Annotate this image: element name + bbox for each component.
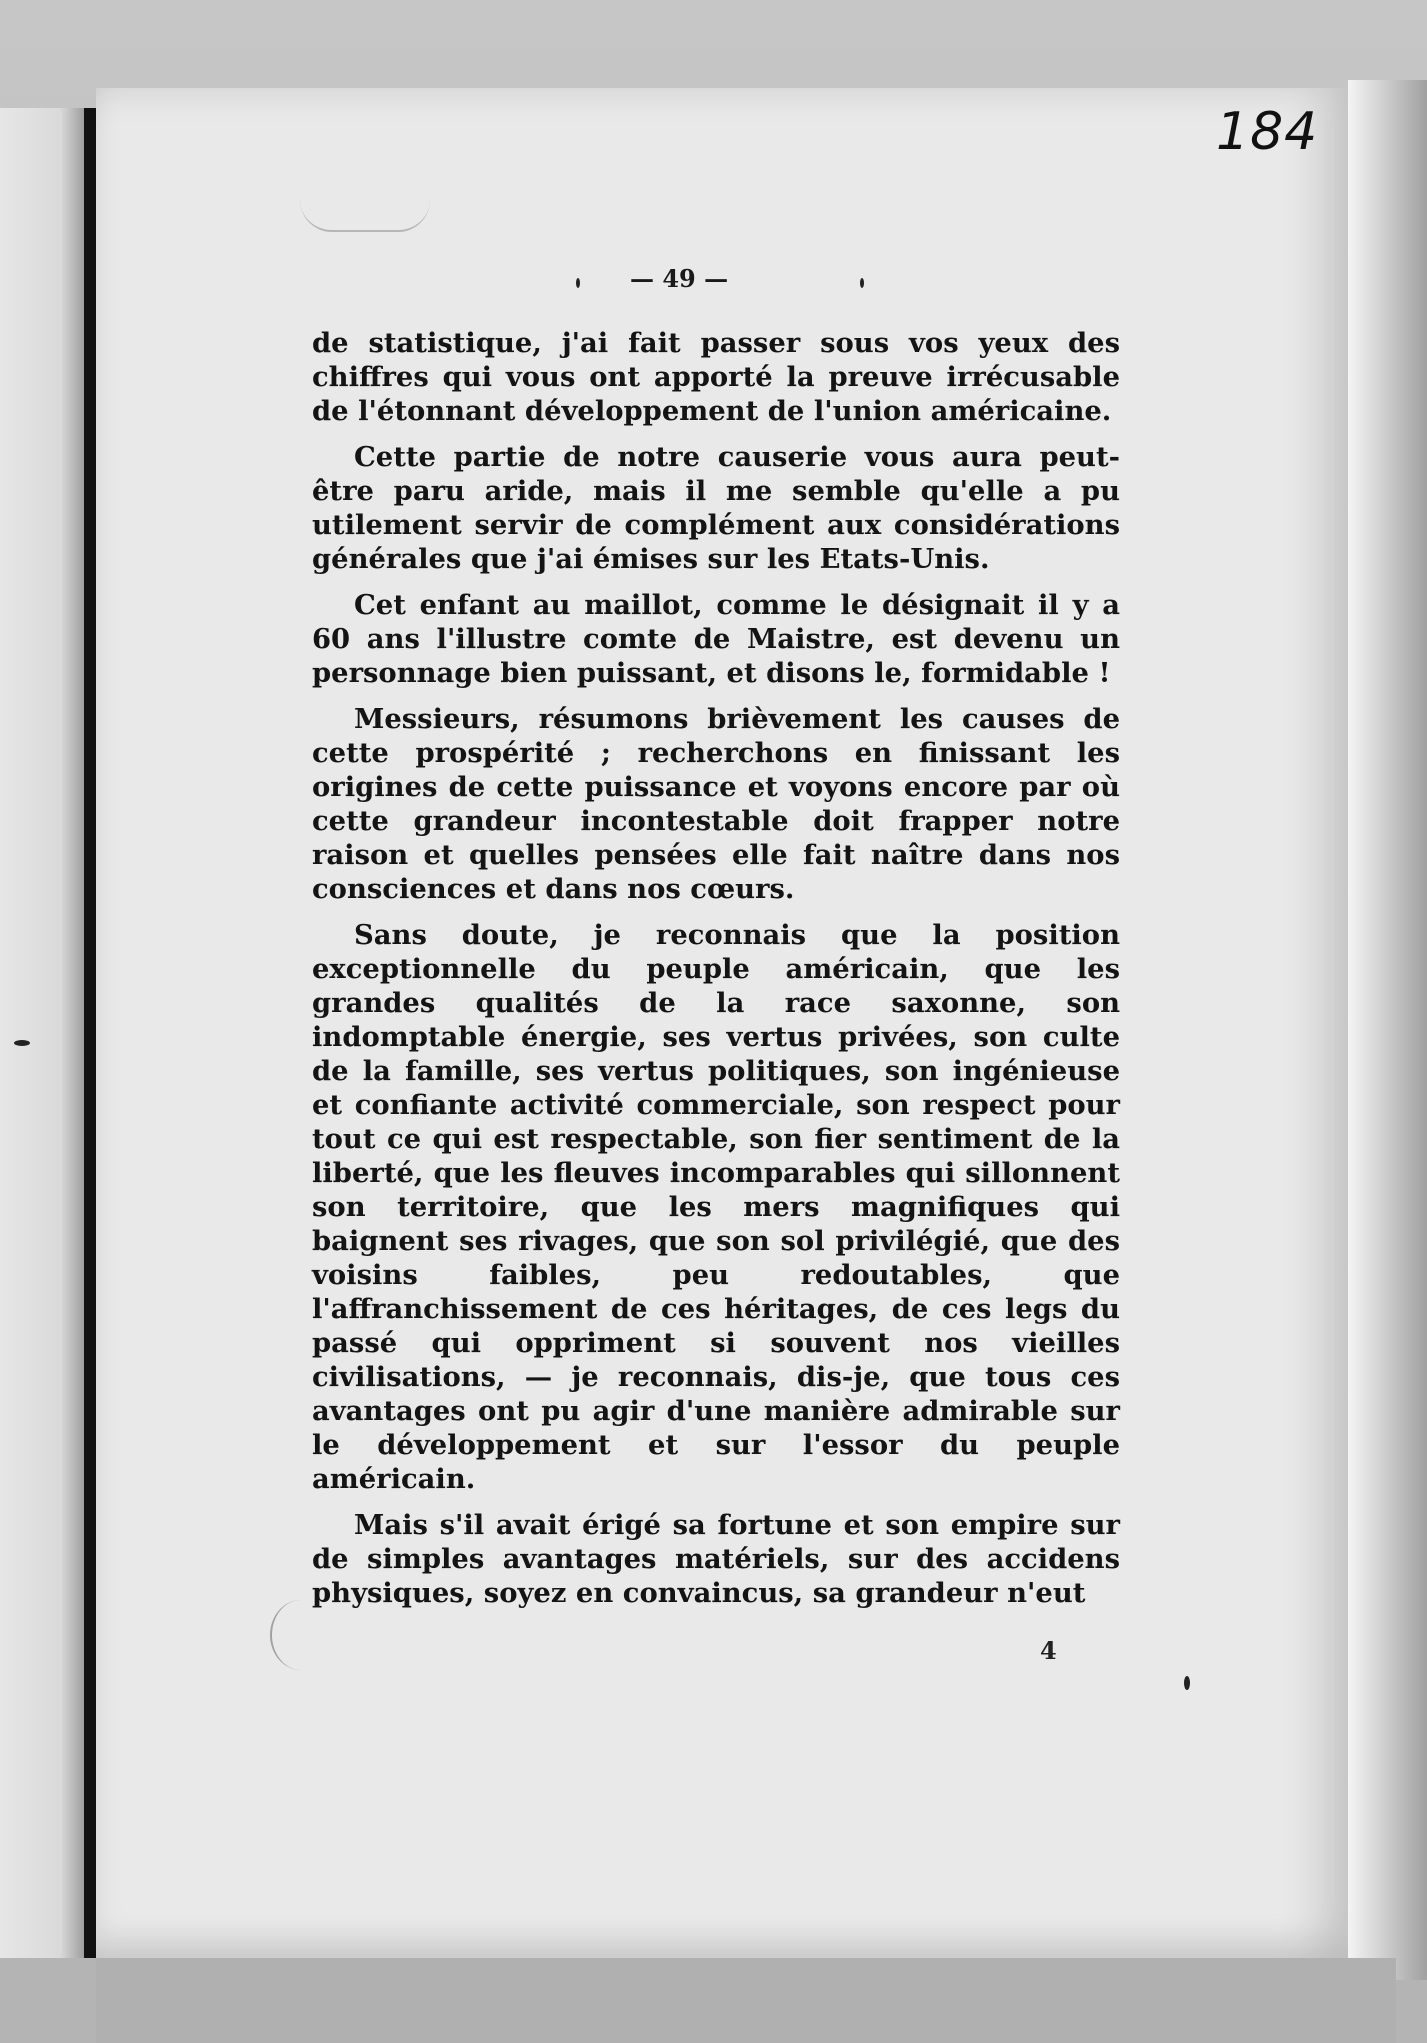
- page-number: — 49 —: [630, 264, 729, 293]
- ink-speck: [14, 1040, 30, 1046]
- ink-speck: [860, 278, 864, 288]
- page-bottom-shadow: [96, 1958, 1396, 2043]
- paragraph: Cette partie de notre causerie vous aura peut-être paru aride, mais il me semble qu'elle a pu utilement servir de complément aux considérations générales que j'ai émises sur les Etats-Unis.: [312, 441, 1120, 575]
- facing-page-edge: [0, 108, 86, 1958]
- ink-speck: [1184, 1676, 1190, 1690]
- pencil-mark: [300, 200, 430, 232]
- ink-speck: [576, 278, 580, 288]
- signature-mark: 4: [1040, 1636, 1057, 1665]
- page-right-margin: [1348, 80, 1427, 1980]
- paragraph: Sans doute, je reconnais que la position exceptionnelle du peuple américain, que les grandes qualités de la race saxonne, son indomptable énergie, ses vertus privées, son culte de la famille, ses vertus politiques, son ingénieuse et confiante activité commerciale, son respect pour tout ce qui est respectable, son fier sentiment de la liberté, que les fleuves incomparables qui sillonnent son territoire, que les mers magnifiques qui baignent ses rivages, que son sol privilégié, que des voisins faibles, peu redoutables, que l'affranchissement de ces héritages, de ces legs du passé qui oppriment si souvent nos vieilles civilisations, — je reconnais, dis-je, que tous ces avantages ont pu agir d'une manière admirable sur le développement et sur l'essor du peuple américain.: [312, 919, 1120, 1495]
- body-text: [312, 326, 1120, 1622]
- paragraph: Cet enfant au maillot, comme le désignait il y a 60 ans l'illustre comte de Maistre, est devenu un personnage bien puissant, et disons le, formidable !: [312, 589, 1120, 689]
- paragraph: Messieurs, résumons brièvement les causes de cette prospérité ; recherchons en finissant les origines de cette puissance et voyons encore par où cette grandeur incontestable doit frapper notre raison et quelles pensées elle fait naître dans nos consciences et dans nos cœurs.: [312, 703, 1120, 905]
- archive-folio-number: 184: [1216, 102, 1319, 162]
- paragraph: Mais s'il avait érigé sa fortune et son empire sur de simples avantages matériels, sur des accidens physiques, soyez en convaincus, sa grandeur n'eut: [312, 1509, 1120, 1609]
- page-gutter-rule: [84, 108, 96, 1958]
- paragraph: de statistique, j'ai fait passer sous vos yeux des chiffres qui vous ont apporté la preuve irrécusable de l'étonnant développement de l'union américaine.: [312, 327, 1120, 427]
